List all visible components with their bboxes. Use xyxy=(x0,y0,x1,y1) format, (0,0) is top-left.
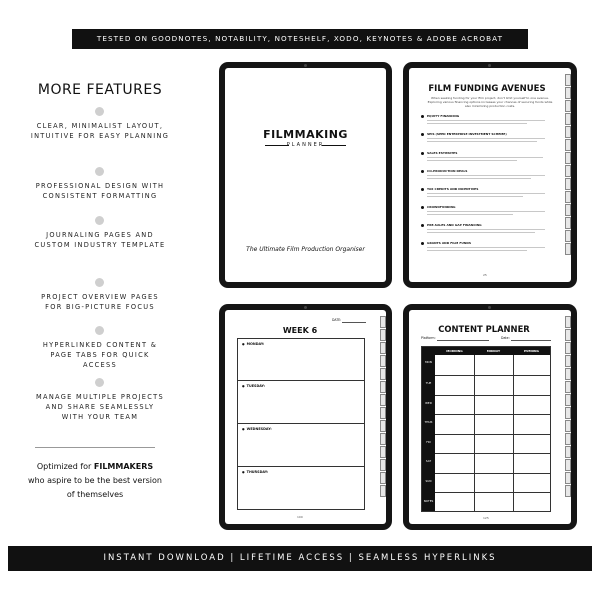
page-tab[interactable] xyxy=(565,407,571,419)
text-line xyxy=(427,141,537,142)
page-tab[interactable] xyxy=(380,485,386,497)
text-line xyxy=(427,193,545,194)
text-line xyxy=(427,175,545,176)
feature-line: PAGE TABS FOR QUICK xyxy=(50,351,150,359)
text-line xyxy=(427,157,543,158)
page-tab[interactable] xyxy=(565,113,571,125)
page-tab[interactable] xyxy=(565,329,571,341)
grid-hline xyxy=(435,395,551,396)
funding-item-label: CO-PRODUCTION DEALS xyxy=(427,169,468,173)
col-header: MORNING xyxy=(435,347,474,355)
bullet-icon xyxy=(421,224,424,227)
features-title: MORE FEATURES xyxy=(37,82,163,98)
page-tab[interactable] xyxy=(565,394,571,406)
camera-icon xyxy=(488,306,491,309)
row-day-label: MON xyxy=(425,360,432,364)
date-label: DATE: xyxy=(332,318,342,322)
bullet-icon xyxy=(421,242,424,245)
funding-item-label: GRANTS AND FILM FUNDS xyxy=(427,241,471,245)
feature-item xyxy=(16,121,184,141)
cover-tagline: The Ultimate Film Production Organiser xyxy=(246,246,365,253)
bullet-dot xyxy=(95,167,104,176)
day-box-thursday[interactable] xyxy=(237,466,365,510)
text-line xyxy=(427,232,535,233)
bullet-icon xyxy=(421,170,424,173)
text-line xyxy=(427,160,517,161)
tablet-content-planner xyxy=(403,304,577,530)
page-tab[interactable] xyxy=(565,100,571,112)
page-tab[interactable] xyxy=(565,381,571,393)
page-tab[interactable] xyxy=(565,204,571,216)
day-label: ● MONDAY: xyxy=(242,342,264,346)
text-line xyxy=(427,229,545,230)
row-day-label: NOTES xyxy=(423,499,434,503)
feature-line: CUSTOM INDUSTRY TEMPLATE xyxy=(34,241,166,249)
tablet-funding xyxy=(403,62,577,288)
day-label: ● TUESDAY: xyxy=(242,384,265,388)
text-line xyxy=(427,247,545,248)
grid-hline xyxy=(435,473,551,474)
tablet-week xyxy=(219,304,392,530)
bullet-icon xyxy=(421,133,424,136)
bullet-dot xyxy=(95,216,104,225)
feature-item xyxy=(16,181,184,201)
page-tab[interactable] xyxy=(380,459,386,471)
day-box-monday[interactable] xyxy=(237,338,365,381)
page-tab[interactable] xyxy=(565,230,571,242)
row-day-label: TUE xyxy=(425,381,432,385)
grid-hline xyxy=(435,453,551,454)
text-line xyxy=(427,196,523,197)
text-line xyxy=(427,123,527,124)
bullet-dot xyxy=(95,278,104,287)
page-tab[interactable] xyxy=(565,178,571,190)
text-line xyxy=(427,178,531,179)
page-tabs[interactable] xyxy=(565,316,571,498)
row-day-label: FRI xyxy=(426,440,431,444)
optimized-text xyxy=(20,460,170,502)
page-tab[interactable] xyxy=(565,152,571,164)
divider xyxy=(35,447,155,448)
page-tab[interactable] xyxy=(565,485,571,497)
feature-line: JOURNALING PAGES AND xyxy=(46,231,154,239)
grid-hline xyxy=(435,375,551,376)
cover-subtitle: PLANNER xyxy=(286,142,325,148)
optimized-prefix: Optimized for xyxy=(36,462,94,471)
grid-header-row xyxy=(422,347,550,355)
funding-intro: When seeking funding for your film project, don't limit yourself to one avenue. Exploring various financing options increases your chances of securing funds while also minimizing production costs. xyxy=(427,96,553,108)
page-tab[interactable] xyxy=(380,342,386,354)
feature-line: INTUITIVE FOR EASY PLANNING xyxy=(30,132,170,140)
funding-title: FILM FUNDING AVENUES xyxy=(428,84,546,94)
page-tab[interactable] xyxy=(565,191,571,203)
date-line[interactable] xyxy=(342,322,366,323)
funding-item-label: CROWDFUNDING xyxy=(427,205,456,209)
page-tab[interactable] xyxy=(565,217,571,229)
feature-item xyxy=(16,292,184,312)
optimized-line xyxy=(20,460,170,474)
page-tabs[interactable] xyxy=(380,316,386,498)
page-number: 125 xyxy=(483,516,489,520)
top-banner: TESTED ON GOODNOTES, NOTABILITY, NOTESHELF, XODO, KEYNOTES & ADOBE ACROBAT xyxy=(72,29,528,49)
bullet-dot xyxy=(95,107,104,116)
day-box-wednesday[interactable] xyxy=(237,423,365,467)
feature-line: HYPERLINKED CONTENT & xyxy=(42,341,158,349)
page-tab[interactable] xyxy=(565,459,571,471)
optimized-line: of themselves xyxy=(66,490,124,499)
platform-line[interactable] xyxy=(437,340,489,341)
funding-item-label: SEIS (SEED ENTERPRISE INVESTMENT SCHEME) xyxy=(427,132,507,136)
page-tab[interactable] xyxy=(380,446,386,458)
page-tab[interactable] xyxy=(565,74,571,86)
camera-icon xyxy=(304,306,307,309)
cover-screen xyxy=(225,68,386,282)
col-header: MIDDAY xyxy=(474,347,513,355)
text-line xyxy=(427,120,545,121)
camera-icon xyxy=(304,64,307,67)
bullet-icon xyxy=(421,206,424,209)
feature-line: FOR BIG-PICTURE FOCUS xyxy=(45,303,155,311)
page-tab[interactable] xyxy=(565,446,571,458)
page-tab[interactable] xyxy=(565,368,571,380)
day-column xyxy=(422,355,435,511)
col-header: EVENING xyxy=(513,347,550,355)
page-tab[interactable] xyxy=(380,472,386,484)
funding-item-label: SALES ESTIMATES xyxy=(427,151,458,155)
page-tab[interactable] xyxy=(565,355,571,367)
page-tabs[interactable] xyxy=(565,74,571,256)
bullet-dot xyxy=(95,326,104,335)
bottom-banner: INSTANT DOWNLOAD | LIFETIME ACCESS | SEAMLESS HYPERLINKS xyxy=(8,546,592,571)
row-day-label: WED xyxy=(425,401,432,405)
grid-vline xyxy=(474,355,475,511)
platform-label: Platform: xyxy=(421,336,436,340)
text-line xyxy=(427,214,513,215)
day-label: ● WEDNESDAY: xyxy=(242,427,272,431)
date-label: Date: xyxy=(501,336,510,340)
page-tab[interactable] xyxy=(380,407,386,419)
bullet-dot xyxy=(95,378,104,387)
day-box-tuesday[interactable] xyxy=(237,380,365,424)
content-planner-grid[interactable] xyxy=(421,346,551,512)
page-tab[interactable] xyxy=(380,355,386,367)
page-tab[interactable] xyxy=(565,433,571,445)
content-planner-screen xyxy=(409,310,571,524)
page-tab[interactable] xyxy=(565,139,571,151)
funding-item-label: PRE-SALES AND GAP FINANCING xyxy=(427,223,482,227)
week-screen xyxy=(225,310,386,524)
feature-line: MANAGE MULTIPLE PROJECTS xyxy=(36,393,164,401)
page-tab[interactable] xyxy=(380,420,386,432)
camera-icon xyxy=(488,64,491,67)
feature-line: ACCESS xyxy=(83,361,117,369)
row-day-label: THUR xyxy=(424,420,433,424)
bullet-icon xyxy=(421,115,424,118)
feature-item xyxy=(16,392,184,422)
funding-item-label: TAX CREDITS AND INCENTIVES xyxy=(427,187,479,191)
page-tab[interactable] xyxy=(380,316,386,328)
feature-item xyxy=(16,340,184,370)
page-tab[interactable] xyxy=(380,381,386,393)
row-day-label: SAT xyxy=(425,459,432,463)
text-line xyxy=(427,138,545,139)
page-tab[interactable] xyxy=(380,394,386,406)
page-tab[interactable] xyxy=(565,420,571,432)
bullet-icon xyxy=(421,152,424,155)
page-tab[interactable] xyxy=(565,342,571,354)
page-tab[interactable] xyxy=(565,472,571,484)
content-planner-title: CONTENT PLANNER xyxy=(438,324,530,334)
grid-hline xyxy=(435,414,551,415)
page-tab[interactable] xyxy=(565,316,571,328)
page-tab[interactable] xyxy=(565,165,571,177)
feature-line: AND SHARE SEAMLESSLY xyxy=(45,403,155,411)
page-number: 25 xyxy=(483,273,487,277)
feature-item xyxy=(16,230,184,250)
date-line[interactable] xyxy=(511,340,551,341)
feature-line: PROFESSIONAL DESIGN WITH xyxy=(35,182,165,190)
row-day-label: SUN xyxy=(425,479,432,483)
feature-line: PROJECT OVERVIEW PAGES xyxy=(41,293,159,301)
grid-hline xyxy=(435,492,551,493)
feature-line: WITH YOUR TEAM xyxy=(61,413,139,421)
optimized-bold: FILMMAKERS xyxy=(93,462,154,471)
page-tab[interactable] xyxy=(565,126,571,138)
grid-corner xyxy=(422,347,435,355)
funding-screen xyxy=(409,68,571,282)
page-tab[interactable] xyxy=(565,243,571,255)
page-tab[interactable] xyxy=(380,433,386,445)
page-tab[interactable] xyxy=(565,87,571,99)
page-tab[interactable] xyxy=(380,329,386,341)
bullet-icon xyxy=(421,188,424,191)
day-label: ● THURSDAY: xyxy=(242,470,268,474)
grid-hline xyxy=(435,434,551,435)
feature-line: CONSISTENT FORMATTING xyxy=(42,192,158,200)
page-number: 100 xyxy=(297,515,303,519)
week-title: WEEK 6 xyxy=(282,326,318,335)
cover-title: FILMMAKING xyxy=(263,128,348,141)
text-line xyxy=(427,211,545,212)
tablet-cover xyxy=(219,62,392,288)
text-line xyxy=(427,250,527,251)
optimized-line: who aspire to be the best version xyxy=(28,476,162,485)
funding-item-label: EQUITY FINANCING xyxy=(427,114,460,118)
feature-line: CLEAR, MINIMALIST LAYOUT, xyxy=(36,122,164,130)
page-tab[interactable] xyxy=(380,368,386,380)
grid-vline xyxy=(513,355,514,511)
